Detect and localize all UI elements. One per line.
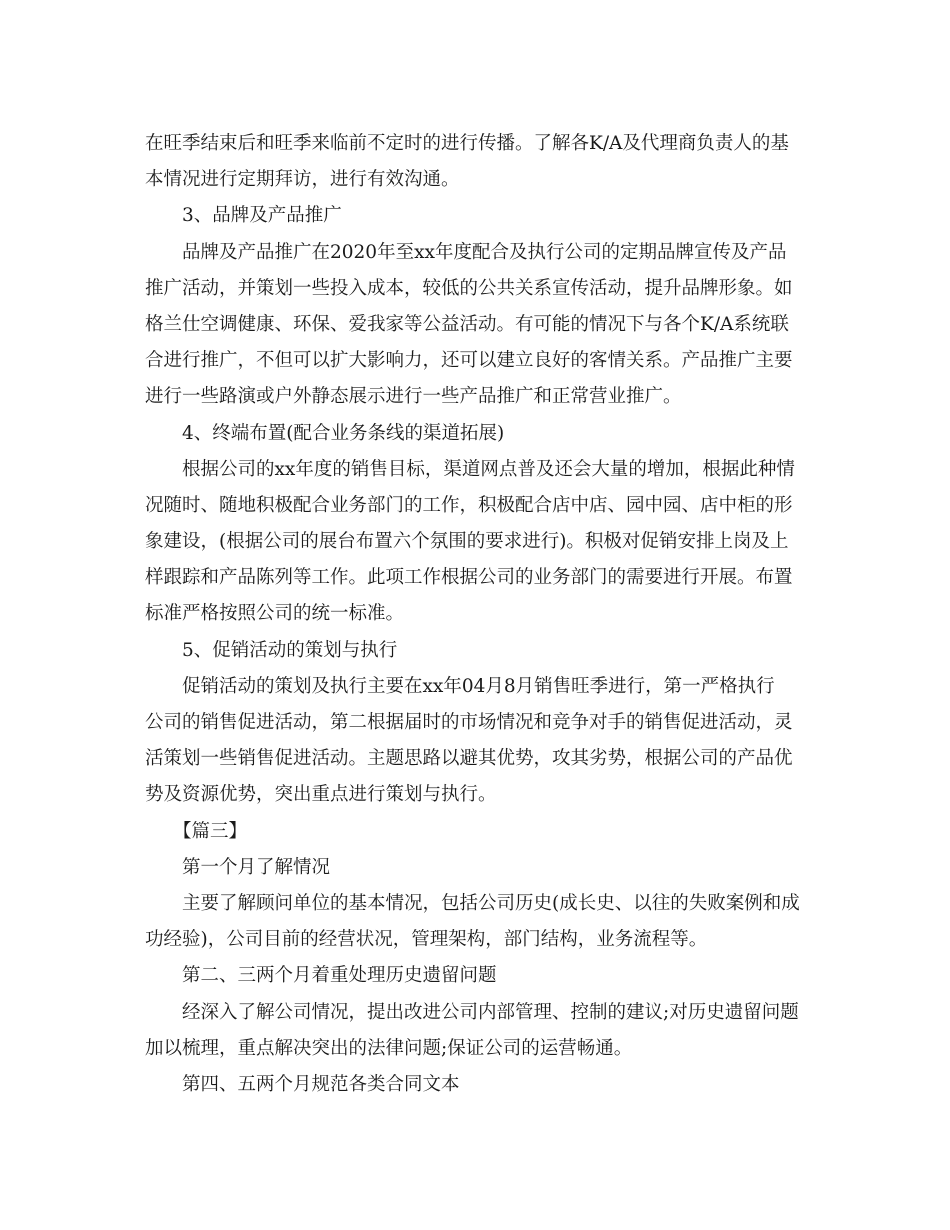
text-line: 经深入了解公司情况，提出改进公司内部管理、控制的建议;对历史遗留问题 <box>182 1001 799 1023</box>
text-line: 合进行推广，不但可以扩大影响力，还可以建立良好的客情关系。产品推广主要 <box>145 350 793 372</box>
section-heading: 【篇三】 <box>173 820 248 842</box>
text-line: 促销活动的策划及执行主要在xx年04月8月销售旺季进行，第一严格执行 <box>182 675 775 697</box>
text-line: 本情况进行定期拜访，进行有效沟通。 <box>145 169 460 191</box>
text-line: 标准严格按照公司的统一标准。 <box>145 603 405 625</box>
text-line: 3、品牌及产品推广 <box>182 205 342 227</box>
text-line: 样跟踪和产品陈列等工作。此项工作根据公司的业务部门的需要进行开展。布置 <box>145 567 793 589</box>
text-line: 第二、三两个月着重处理历史遗留问题 <box>182 965 497 987</box>
text-line: 势及资源优势，突出重点进行策划与执行。 <box>145 784 497 806</box>
text-line: 在旺季结束后和旺季来临前不定时的进行传播。了解各K/A及代理商负责人的基 <box>145 133 789 154</box>
text-line: 4、终端布置(配合业务条线的渠道拓展) <box>182 422 505 444</box>
text-line: 格兰仕空调健康、环保、爱我家等公益活动。有可能的情况下与各个K/A系统联 <box>145 313 789 335</box>
text-line: 品牌及产品推广在2020年至xx年度配合及执行公司的定期品牌宣传及产品 <box>182 241 787 263</box>
text-line: 根据公司的xx年度的销售目标，渠道网点普及还会大量的增加，根据此种情 <box>182 458 795 480</box>
text-line: 5、促销活动的策划与执行 <box>182 639 398 661</box>
text-line: 公司的销售促进活动，第二根据届时的市场情况和竞争对手的销售促进活动，灵 <box>145 712 793 733</box>
text-line: 况随时、随地积极配合业务部门的工作，积极配合店中店、园中园、店中柜的形 <box>145 494 793 516</box>
text-line: 第四、五两个月规范各类合同文本 <box>182 1073 460 1095</box>
text-line: 主要了解顾问单位的基本情况，包括公司历史(成长史、以往的失败案例和成 <box>182 892 800 914</box>
text-line: 加以梳理，重点解决突出的法律问题;保证公司的运营畅通。 <box>145 1037 633 1059</box>
document-body <box>145 126 810 1103</box>
text-line: 功经验)，公司目前的经营状况，管理架构，部门结构，业务流程等。 <box>145 929 708 951</box>
text-line: 推广活动，并策划一些投入成本，较低的公共关系宣传活动，提升品牌形象。如 <box>145 277 793 299</box>
text-line: 第一个月了解情况 <box>182 856 331 878</box>
text-line: 进行一些路演或户外静态展示进行一些产品推广和正常营业推广。 <box>145 386 682 408</box>
text-line: 活策划一些销售促进活动。主题思路以避其优势，攻其劣势，根据公司的产品优 <box>145 748 793 770</box>
text-line: 象建设，(根据公司的展台布置六个氛围的要求进行)。积极对促销安排上岗及上 <box>145 531 789 553</box>
